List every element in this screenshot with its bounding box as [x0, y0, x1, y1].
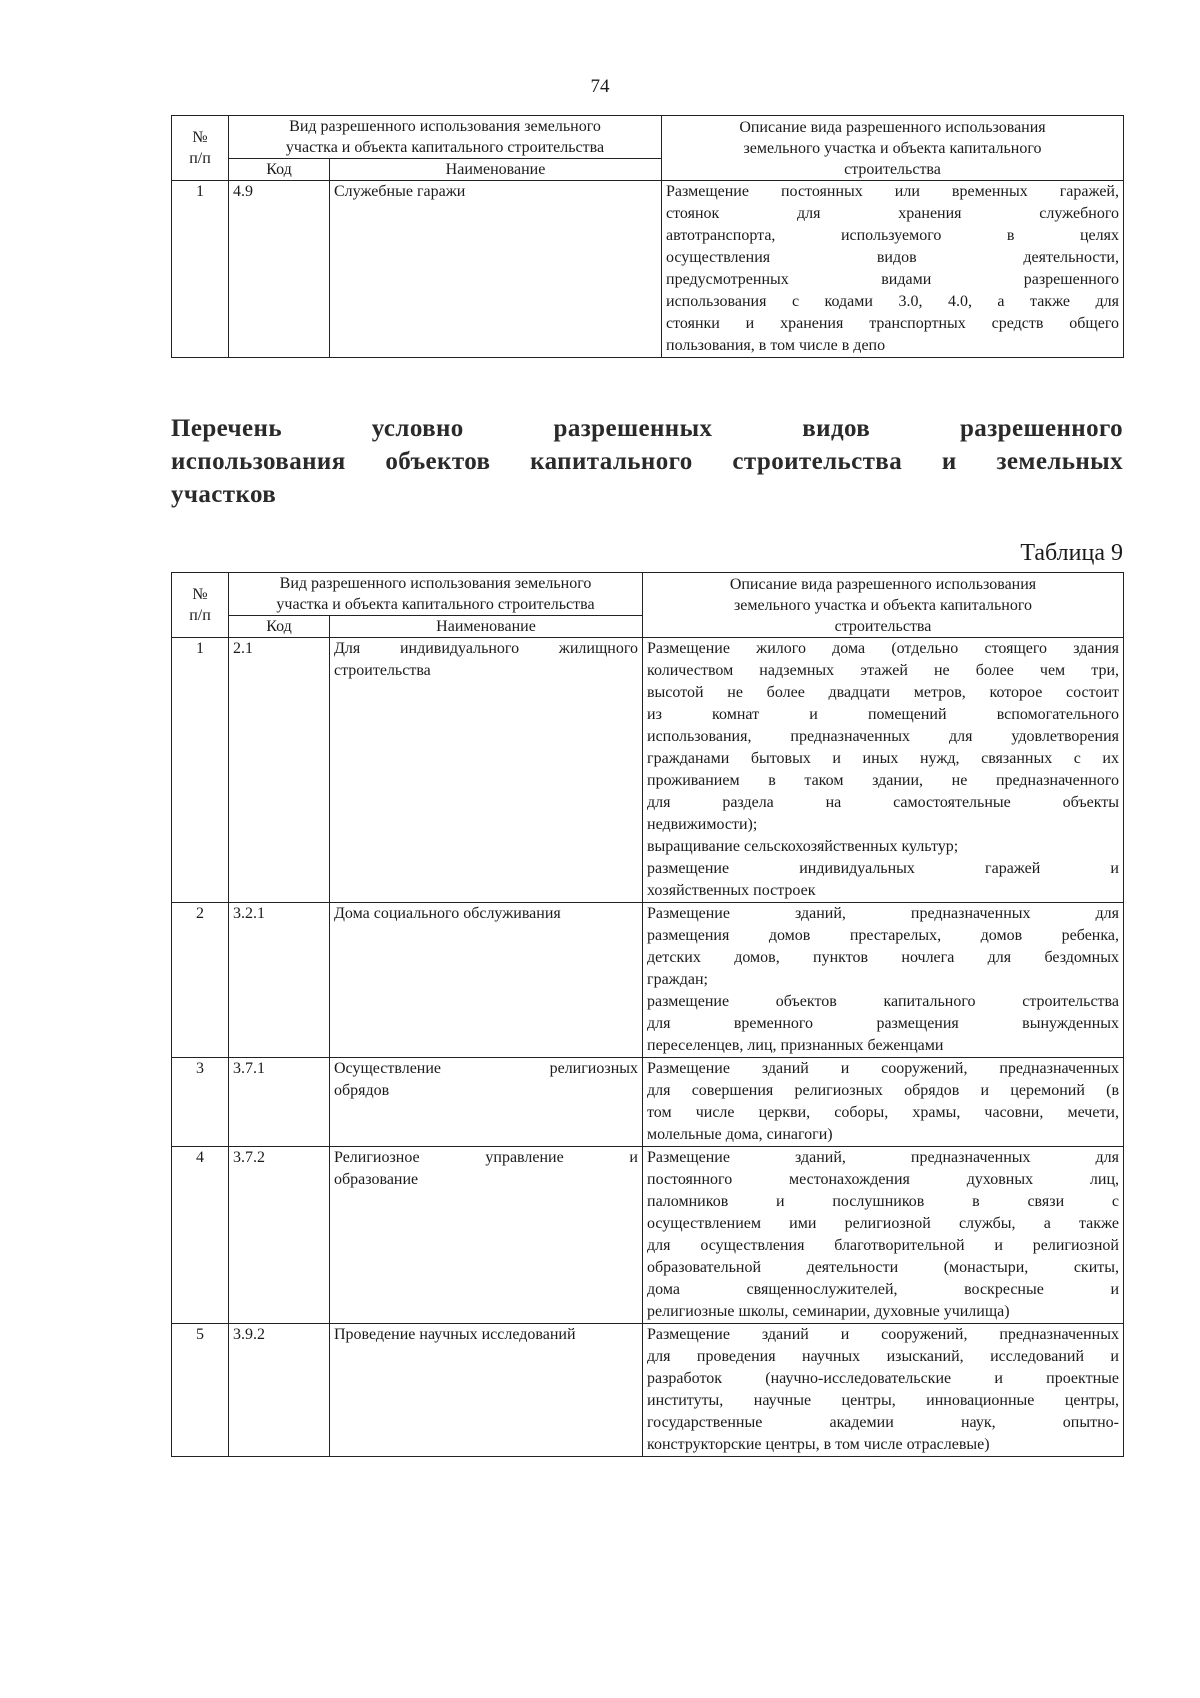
description-line: Размещение постоянных или временных гаражей, [666, 183, 1119, 200]
description-line: постоянного местонахождения духовных лиц, [647, 1171, 1119, 1188]
name-line: Дома социального обслуживания [334, 905, 561, 922]
row-name [330, 638, 643, 903]
description-line: религиозные школы, семинарии, духовные училища) [647, 1303, 1010, 1320]
description-line: молельные дома, синагоги) [647, 1126, 833, 1143]
section-heading [171, 412, 1123, 511]
header-description-line: строительства [834, 617, 932, 635]
table-row [172, 903, 1124, 1058]
description-line: Размещение зданий и сооружений, предназначенных [647, 1326, 1119, 1343]
page-number: 74 [590, 76, 610, 97]
header-num [172, 116, 229, 181]
header-num-label: п/п [189, 150, 211, 167]
row-name [330, 1147, 643, 1324]
description-line: конструкторские центры, в том числе отраслевые) [647, 1436, 990, 1453]
description-line: том числе церкви, соборы, храмы, часовни, мечети, [647, 1104, 1119, 1121]
description-line: стоянок для хранения служебного [666, 205, 1119, 222]
description-line: размещение объектов капитального строительства [647, 993, 1119, 1010]
table-permitted-uses-continued [171, 115, 1124, 358]
table-9-conditional-uses [171, 572, 1124, 1457]
description-line: пользования, в том числе в депо [666, 337, 886, 354]
row-code: 4.9 [229, 181, 330, 358]
row-name [330, 903, 643, 1058]
description-line: дома священнослужителей, воскресные и [647, 1281, 1119, 1298]
description-line: осуществления видов деятельности, [666, 249, 1119, 266]
row-description [662, 181, 1124, 358]
description-line: Размещение зданий, предназначенных для [647, 1149, 1119, 1166]
header-description-line: земельного участка и объекта капитального [743, 139, 1042, 157]
row-description [643, 903, 1124, 1058]
description-line: для раздела на самостоятельные объекты [647, 794, 1119, 811]
description-line: паломников и послушников в связи с [647, 1193, 1119, 1210]
table-row [172, 638, 1124, 903]
description-line: предусмотренных видами разрешенного [666, 271, 1119, 288]
table-row [172, 1324, 1124, 1457]
header-description [662, 116, 1124, 181]
row-name: Служебные гаражи [330, 181, 662, 358]
row-code: 3.9.2 [229, 1324, 330, 1457]
row-description [643, 1058, 1124, 1147]
description-line: разработок (научно-исследовательские и проектные [647, 1370, 1119, 1387]
row-name [330, 1058, 643, 1147]
name-line: обрядов [334, 1082, 390, 1099]
table-row [172, 1147, 1124, 1324]
description-line: Размещение зданий и сооружений, предназначенных [647, 1060, 1119, 1077]
description-line: осуществлением ими религиозной службы, а также [647, 1215, 1119, 1232]
description-line: граждан; [647, 971, 708, 988]
description-line: Размещение жилого дома (отдельно стоящего здания [647, 640, 1119, 657]
description-line: стоянки и хранения транспортных средств общего [666, 315, 1119, 332]
name-line: Проведение научных исследований [334, 1326, 576, 1343]
description-line: размещения домов престарелых, домов ребенка, [647, 927, 1119, 944]
header-name: Наименование [330, 159, 662, 181]
header-code: Код [229, 159, 330, 181]
header-use-type [229, 116, 662, 159]
name-line: Осуществление религиозных [334, 1060, 638, 1077]
description-line: хозяйственных построек [647, 882, 816, 899]
header-description [643, 573, 1124, 638]
header-name: Наименование [330, 616, 643, 638]
description-line: проживанием в таком здании, не предназначенного [647, 772, 1119, 789]
row-number: 4 [172, 1147, 229, 1324]
description-line: образовательной деятельности (монастыри, скиты, [647, 1259, 1119, 1276]
description-line: государственные академии наук, опытно- [647, 1414, 1119, 1431]
row-code: 2.1 [229, 638, 330, 903]
row-description [643, 1147, 1124, 1324]
name-line: Религиозное управление и [334, 1149, 638, 1166]
row-number: 3 [172, 1058, 229, 1147]
header-code: Код [229, 616, 330, 638]
table-row [172, 181, 1124, 358]
heading-line: Перечень условно разрешенных видов разрешенного [171, 415, 1123, 442]
name-line: образование [334, 1171, 419, 1188]
header-description-line: строительства [844, 160, 941, 178]
heading-line: участков [171, 481, 277, 508]
row-name [330, 1324, 643, 1457]
header-use-type [229, 573, 643, 616]
header-num-label: п/п [189, 607, 211, 624]
header-use-type-line: участка и объекта капитального строительства [285, 139, 605, 156]
table-row [172, 1058, 1124, 1147]
row-code: 3.7.2 [229, 1147, 330, 1324]
table-caption: Таблица 9 [1020, 540, 1123, 566]
row-number: 5 [172, 1324, 229, 1457]
description-line: институты, научные центры, инновационные центры, [647, 1392, 1119, 1409]
row-number: 2 [172, 903, 229, 1058]
description-line: автотранспорта, используемого в целях [666, 227, 1119, 244]
description-line: для совершения религиозных обрядов и церемоний (в [647, 1082, 1119, 1099]
row-code: 3.7.1 [229, 1058, 330, 1147]
header-use-type-line: участка и объекта капитального строительства [276, 596, 595, 613]
heading-line: использования объектов капитального строительства и земельных [171, 448, 1123, 475]
name-line: Для индивидуального жилищного [334, 640, 638, 657]
header-use-type-line: Вид разрешенного использования земельного [279, 575, 592, 592]
description-line: для осуществления благотворительной и религиозной [647, 1237, 1119, 1254]
description-line: Размещение зданий, предназначенных для [647, 905, 1119, 922]
header-description-line: земельного участка и объекта капитального [733, 596, 1033, 614]
row-description [643, 1324, 1124, 1457]
header-num [172, 573, 229, 638]
row-number: 1 [172, 638, 229, 903]
description-line: использования, предназначенных для удовлетворения [647, 728, 1119, 745]
description-line: из комнат и помещений вспомогательного [647, 706, 1119, 723]
description-line: размещение индивидуальных гаражей и [647, 860, 1119, 877]
row-code: 3.2.1 [229, 903, 330, 1058]
table-header-row [172, 116, 1124, 159]
header-description-line: Описание вида разрешенного использования [739, 118, 1046, 136]
header-description-line: Описание вида разрешенного использования [729, 575, 1037, 593]
description-line: использования с кодами 3.0, 4.0, а также для [666, 293, 1119, 310]
header-use-type-line: Вид разрешенного использования земельного [289, 118, 601, 135]
description-line: выращивание сельскохозяйственных культур; [647, 838, 959, 855]
name-line: строительства [334, 662, 431, 679]
header-num-symbol: № [192, 129, 208, 146]
description-line: переселенцев, лиц, признанных беженцами [647, 1037, 944, 1054]
description-line: высотой не более двадцати метров, которое состоит [647, 684, 1119, 701]
row-number: 1 [172, 181, 229, 358]
description-line: гражданами бытовых и иных нужд, связанных с их [647, 750, 1119, 767]
description-line: детских домов, пунктов ночлега для бездомных [647, 949, 1119, 966]
description-line: недвижимости); [647, 816, 758, 833]
description-line: для временного размещения вынужденных [647, 1015, 1119, 1032]
row-description [643, 638, 1124, 903]
header-num-symbol: № [192, 586, 208, 603]
description-line: для проведения научных изысканий, исследований и [647, 1348, 1119, 1365]
table-header-row [172, 573, 1124, 616]
description-line: количеством надземных этажей не более чем три, [647, 662, 1119, 679]
